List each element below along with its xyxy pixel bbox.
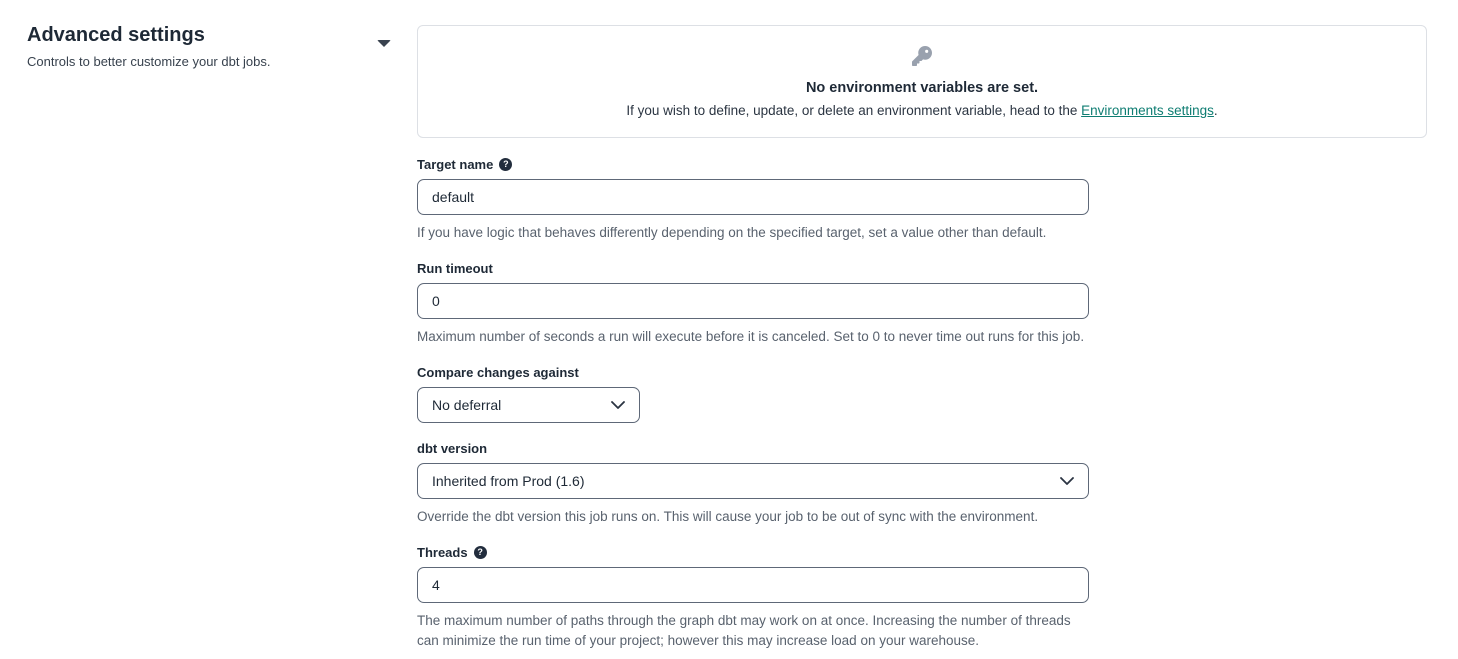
section-header-text [27, 23, 271, 70]
compare-changes-select[interactable] [417, 387, 640, 423]
environments-settings-link[interactable]: Environments settings [1081, 103, 1214, 118]
dbt-version-value: Inherited from Prod (1.6) [432, 473, 585, 489]
field-target-name [417, 157, 1089, 243]
env-banner-text: If you wish to define, update, or delete an environment variable, head to the [626, 103, 1082, 118]
env-banner-title: No environment variables are set. [805, 80, 1039, 96]
help-icon[interactable] [499, 158, 512, 171]
env-banner-body [438, 102, 1406, 120]
compare-changes-label: Compare changes against [417, 365, 579, 380]
page-subtitle: Controls to better customize your dbt jobs. [27, 54, 271, 69]
settings-form [417, 23, 1427, 651]
threads-helper: The maximum number of paths through the graph dbt may work on at once. Increasing the number of threads can minimize the run time of your project; however this may increase load on your warehouse. [417, 613, 1071, 648]
page-title: Advanced settings [27, 24, 205, 46]
target-name-input[interactable] [417, 179, 1089, 215]
section-header [27, 23, 391, 70]
env-banner-text-suffix: . [1213, 103, 1218, 118]
threads-input[interactable] [417, 567, 1089, 603]
key-icon [912, 46, 932, 66]
dbt-version-select[interactable] [417, 463, 1089, 499]
chevron-down-icon [1060, 477, 1074, 485]
chevron-down-icon [611, 401, 625, 409]
field-run-timeout [417, 261, 1089, 347]
run-timeout-label: Run timeout [417, 261, 493, 276]
dbt-version-label: dbt version [417, 441, 488, 456]
help-icon[interactable] [474, 546, 487, 559]
run-timeout-helper: Maximum number of seconds a run will execute before it is canceled. Set to 0 to never time out runs for this job. [417, 329, 1085, 344]
target-name-label: Target name [417, 157, 494, 172]
field-threads [417, 545, 1089, 651]
env-variables-banner [417, 25, 1427, 138]
run-timeout-input[interactable] [417, 283, 1089, 319]
compare-changes-value: No deferral [432, 397, 502, 413]
target-name-helper: If you have logic that behaves differently depending on the specified target, set a value other than default. [417, 225, 1047, 240]
field-dbt-version [417, 441, 1089, 527]
field-compare-changes [417, 365, 1089, 423]
collapse-section-icon[interactable] [377, 40, 391, 47]
dbt-version-helper: Override the dbt version this job runs on. This will cause your job to be out of sync with the environment. [417, 509, 1039, 524]
threads-label: Threads [417, 545, 468, 560]
